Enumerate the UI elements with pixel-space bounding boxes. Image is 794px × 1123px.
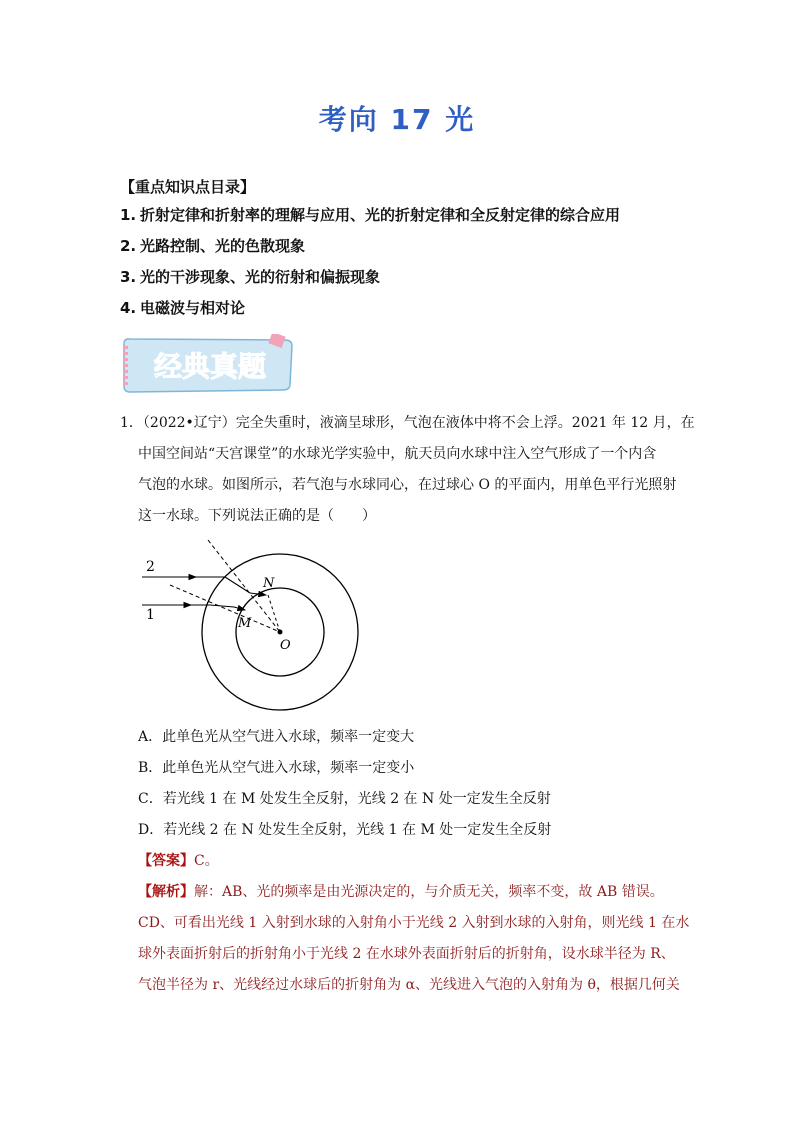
section-banner xyxy=(120,334,300,396)
question: 1．（2022•辽宁）完全失重时，液滴呈球形，气泡在液体中将不会上浮。2021 年 12 月，在 中国空间站“天宫课堂”的水球光学实验中，航天员向水球中注入空气形成了一个内含 气泡的水球。如图所示，若气泡与水球同心，在过球心 O 的平面内，用单色平行光照射 这一水球。下列说法正确的是（ ） xyxy=(120,415,695,524)
page-title: 考向 17 光 xyxy=(318,103,476,136)
option-a: A．此单色光从空气进入水球，频率一定变大 xyxy=(138,729,415,745)
toc-item: 4. 电磁波与相对论 xyxy=(120,299,246,317)
analysis-tag: 【解析】 xyxy=(138,884,194,900)
toc-heading: 【重点知识点目录】 xyxy=(120,178,256,196)
option-c: C．若光线 1 在 M 处发生全反射，光线 2 在 N 处一定发生全反射 xyxy=(138,791,551,807)
toc-list xyxy=(120,204,620,328)
toc-item: 2. 光路控制、光的色散现象 xyxy=(120,237,306,255)
normal-line-M xyxy=(170,585,280,632)
answer-tag: 【答案】 xyxy=(138,853,194,869)
option-b: B．此单色光从空气进入水球，频率一定变小 xyxy=(138,760,415,776)
label-N: N xyxy=(263,576,275,591)
option-d: D．若光线 2 在 N 处发生全反射，光线 1 在 M 处一定发生全反射 xyxy=(138,822,552,838)
answer-value: C。 xyxy=(194,853,219,869)
banner-text: 经典真题 xyxy=(153,350,267,383)
toc-item: 3. 光的干涉现象、光的衍射和偏振现象 xyxy=(120,268,381,286)
label-M: M xyxy=(238,616,252,631)
toc-item: 1. 折射定律和折射率的理解与应用、光的折射定律和全反射定律的综合应用 xyxy=(120,206,621,224)
options xyxy=(138,722,551,846)
label-ray-2: 2 xyxy=(146,559,155,575)
water-sphere-diagram xyxy=(130,535,370,715)
label-O: O xyxy=(280,638,291,653)
label-ray-1: 1 xyxy=(146,607,155,623)
answer-section: 【答案】C。 【解析】解：AB、光的频率是由光源决定的，与介质无关，频率不变，故 AB 错误。 CD、可看出光线 1 入射到水球的入射角小于光线 2 入射到水球的入射角，则光线 1 在水 球外表面折射后的折射角小于光线 2 在水球外表面折射后的折射角，设水球半径为 R、 气泡半径为 r、光线经过水球后的折射角为 α、光线进入气泡的入射角为 θ，根据几何关 xyxy=(138,853,690,993)
